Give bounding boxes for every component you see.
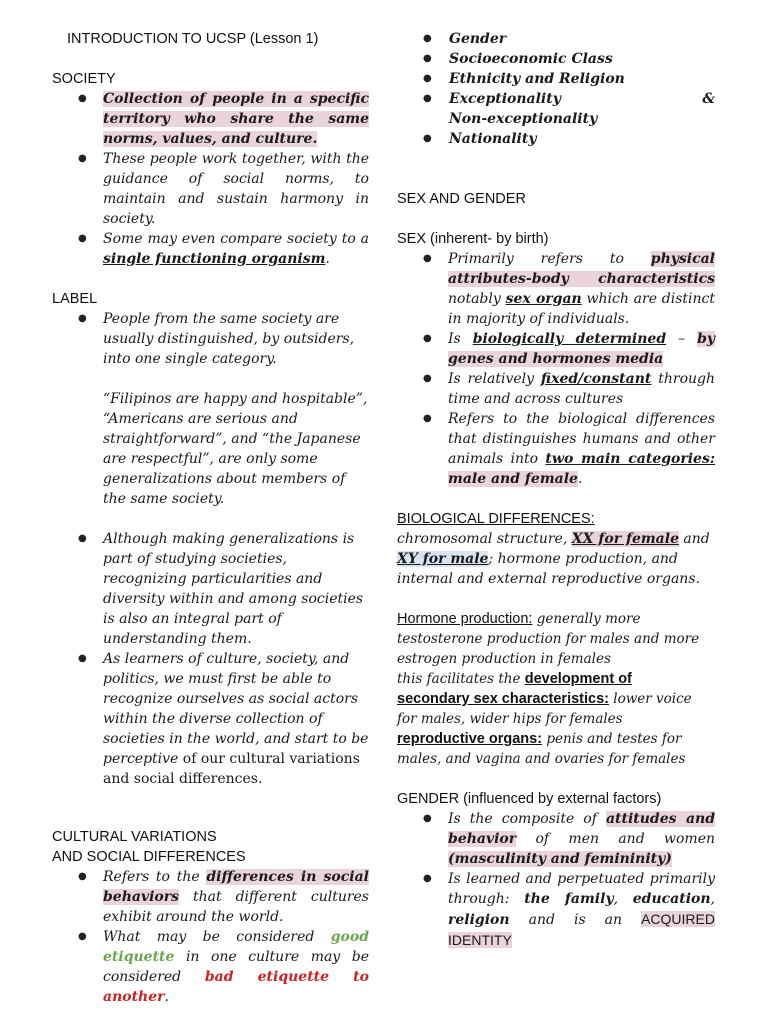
list-item-exceptionality: ● Exceptionality & Non-exceptionality [397, 89, 715, 129]
society-bullet-3: ● Some may even compare society to a single functioning organism. [52, 229, 369, 269]
gender-heading: GENDER (influenced by external factors) [397, 791, 662, 807]
label-bullet-3: ● As learners of culture, society, and politics, we must first be able to recognize ourselves as social actors within the diverse collection of societies in the world, and start to be perceptive of our cultural variations and social differences. [52, 649, 369, 789]
sex-bullet-4: ● Refers to the biological differences that distinguishes humans and other animals into two main categories: male and female. [397, 409, 715, 489]
sex-heading: SEX (inherent- by birth) [397, 231, 549, 247]
label-list [52, 309, 369, 789]
sex-bullet-2: ● Is biologically determined – by genes and hormones media [397, 329, 715, 369]
generalization-quote: “Filipinos are happy and hospitable”, “Americans are serious and straightforward”, and “the Japanese are respectful”, are only some generalizations about members of the same society. [103, 391, 368, 507]
label-bullet-2: ● Although making generalizations is part of studying societies, recognizing particularities and diversity within and among societies is also an integral part of understanding them. [52, 529, 369, 649]
hormone-label: Hormone production: [397, 611, 533, 627]
sex-gender-heading: SEX AND GENDER [397, 191, 526, 207]
right-column [449, 29, 715, 149]
cultural-bullet-2: ● What may be considered good etiquette in one culture may be considered bad etiquette to another. [52, 927, 369, 1007]
cultural-heading-1: CULTURAL VARIATIONS [52, 829, 217, 845]
gender-bullet-2: ● Is learned and perpetuated primarily through: the family, education, religion and is an ACQUIRED IDENTITY [397, 869, 715, 951]
sex-bullet-1: ● Primarily refers to physical attributes-body characteristics notably sex organ which are distinct in majority of individuals. [397, 249, 715, 329]
gender-bullet-1: ● Is the composite of attitudes and behavior of men and women (masculinity and femininity) [397, 809, 715, 869]
gender-list [397, 809, 715, 951]
list-item-ethnicity: ● Ethnicity and Religion [397, 69, 715, 89]
label-bullet-1: ● People from the same society are usually distinguished, by outsiders, into one single category. “Filipinos are happy and hospitable”, “Americans are serious and straightforward”, and “the Japanese are respectful”, are only some generalizations about members of the same society. [52, 309, 369, 529]
society-bullet-1: ● Collection of people in a specific territory who share the same norms, values, and culture. [52, 89, 369, 149]
cultural-heading-2: AND SOCIAL DIFFERENCES [52, 849, 246, 865]
society-list [52, 89, 369, 269]
cultural-list [52, 867, 369, 1007]
biological-differences-paragraph: BIOLOGICAL DIFFERENCES: chromosomal structure, XX for female and XY for male; hormone production, and internal and external reproductive organs. [397, 511, 710, 587]
society-heading: SOCIETY [52, 71, 116, 87]
list-item-class: ● Socioeconomic Class [397, 49, 715, 69]
sex-list [397, 249, 715, 489]
list-item-gender: ● Gender [397, 29, 715, 49]
left-column [52, 29, 369, 1007]
list-item-nationality: ● Nationality [397, 129, 715, 149]
reproductive-label: reproductive organs: [397, 731, 543, 747]
right-column-lower [397, 189, 715, 951]
label-heading: LABEL [52, 291, 98, 307]
difference-types-list [397, 29, 715, 149]
hormone-paragraph: Hormone production: generally more testosterone production for males and more estrogen production in females this facilitates the development of secondary sex characteristics: lower voice for males, wider hips for females reproductive organs: penis and testes for males, and vagina and ovaries for females [397, 611, 700, 767]
society-bullet-2: ● These people work together, with the guidance of social norms, to maintain and sustain harmony in society. [52, 149, 369, 229]
sex-bullet-3: ● Is relatively fixed/constant through time and across cultures [397, 369, 715, 409]
cultural-bullet-1: ● Refers to the differences in social behaviors that different cultures exhibit around the world. [52, 867, 369, 927]
biological-differences-heading: BIOLOGICAL DIFFERENCES: [397, 511, 595, 527]
lesson-title: INTRODUCTION TO UCSP (Lesson 1) [67, 31, 319, 47]
